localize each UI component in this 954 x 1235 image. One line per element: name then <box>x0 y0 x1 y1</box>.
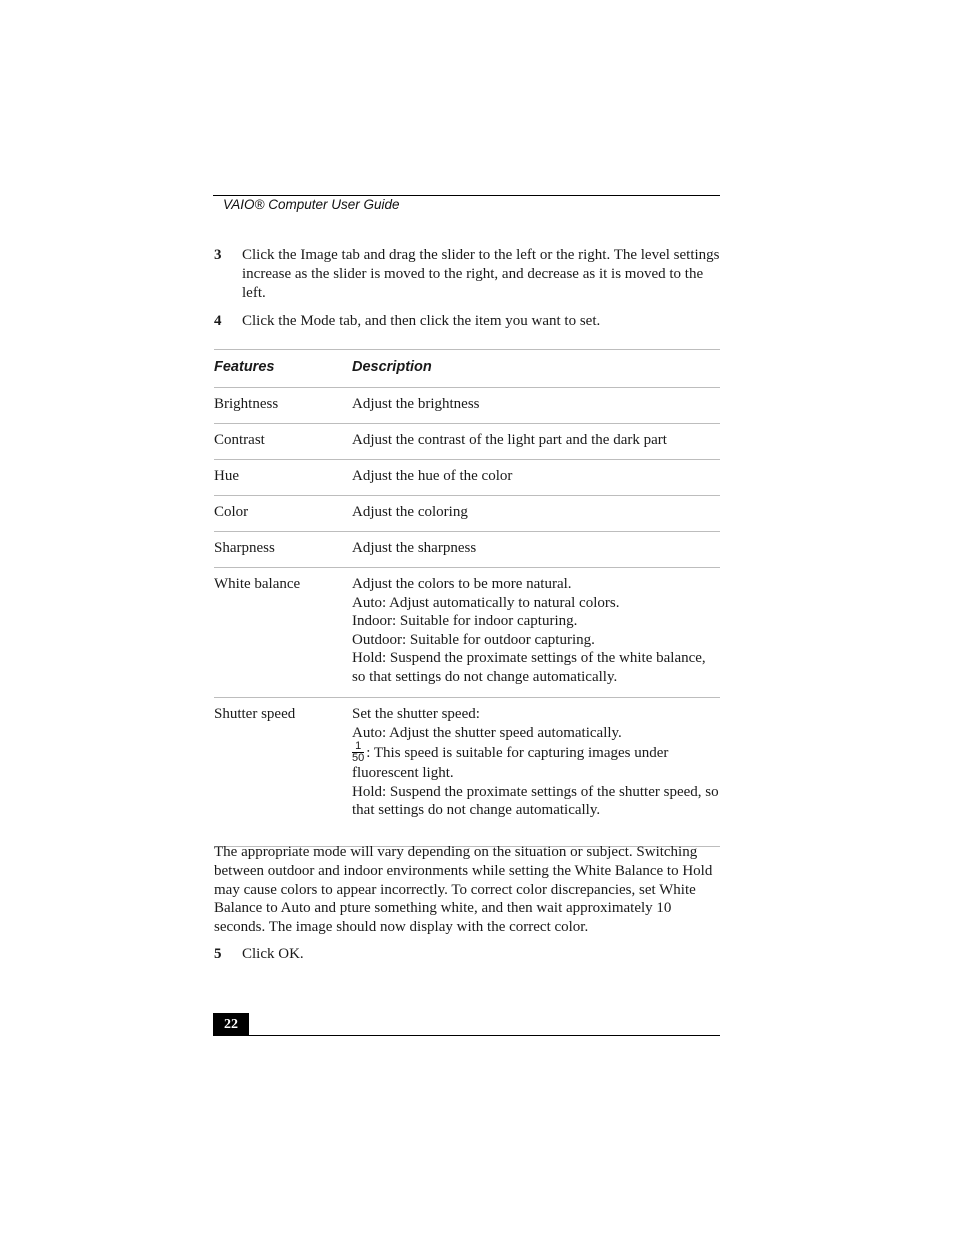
column-header-description: Description <box>352 359 432 375</box>
description-line <box>352 740 720 783</box>
feature-cell: Contrast <box>214 432 265 448</box>
step-4 <box>214 312 720 331</box>
table-header-row <box>214 350 720 388</box>
description-cell <box>352 568 720 698</box>
table-row <box>214 424 720 460</box>
fraction <box>352 741 364 764</box>
table-row <box>214 496 720 532</box>
feature-cell: Sharpness <box>214 540 275 556</box>
feature-cell: White balance <box>214 576 301 592</box>
running-header: VAIO® Computer User Guide <box>223 197 400 212</box>
description-cell: Adjust the coloring <box>352 504 468 520</box>
fraction-denominator: 50 <box>352 752 365 765</box>
description-line: Adjust the colors to be more natural. <box>352 576 572 592</box>
footer-rule <box>213 1035 720 1036</box>
note-paragraph: The appropriate mode will vary depending on the situation or subject. Switching between outdoor and indoor environments while setting the White Balance to Hold may cause colors to appear incorrectly. To correct color discrepancies, set White Balance to Auto and pture something white, and then wait approximately 10 seconds. The image should now display with the correct color. <box>214 844 713 936</box>
description-cell: Adjust the contrast of the light part and the dark part <box>352 432 667 448</box>
description-line: Auto: Adjust the shutter speed automatically. <box>352 724 622 741</box>
description-cell: Adjust the hue of the color <box>352 468 513 484</box>
features-table <box>214 349 720 847</box>
table-row <box>214 460 720 496</box>
step-3 <box>214 246 720 303</box>
step-text: Click the Image tab and drag the slider to the left or the right. The level settings increase as the slider is moved to the right, and decrease as it is moved to the left. <box>242 247 720 301</box>
description-line: Auto: Adjust automatically to natural colors. <box>352 594 620 611</box>
step-text: Click OK. <box>242 946 304 962</box>
feature-cell: Brightness <box>214 396 279 412</box>
feature-cell: Hue <box>214 468 239 484</box>
description-cell: Adjust the brightness <box>352 396 480 412</box>
step-number: 3 <box>214 247 222 263</box>
fraction-text: : This speed is suitable for capturing images under fluorescent light. <box>352 745 669 782</box>
table-row <box>214 568 720 698</box>
step-number: 5 <box>214 946 222 962</box>
step-5 <box>214 945 720 964</box>
feature-cell: Color <box>214 504 249 520</box>
description-line: Hold: Suspend the proximate settings of the shutter speed, so that settings do not change automatically. <box>352 783 719 819</box>
description-line: Set the shutter speed: <box>352 706 480 722</box>
header-rule <box>213 195 720 196</box>
description-cell <box>352 698 720 847</box>
step-number: 4 <box>214 313 222 329</box>
fraction-numerator: 1 <box>352 741 364 753</box>
table-row <box>214 388 720 424</box>
table-row <box>214 698 720 847</box>
table-row <box>214 532 720 568</box>
description-line: Indoor: Suitable for indoor capturing. <box>352 613 578 630</box>
description-line: Outdoor: Suitable for outdoor capturing. <box>352 631 595 648</box>
page-number: 22 <box>213 1013 249 1036</box>
feature-cell: Shutter speed <box>214 706 296 722</box>
step-text: Click the Mode tab, and then click the item you want to set. <box>242 313 601 329</box>
description-cell: Adjust the sharpness <box>352 540 477 556</box>
description-line: Hold: Suspend the proximate settings of the white balance, so that settings do not change automatically. <box>352 650 706 685</box>
column-header-features: Features <box>214 359 275 375</box>
